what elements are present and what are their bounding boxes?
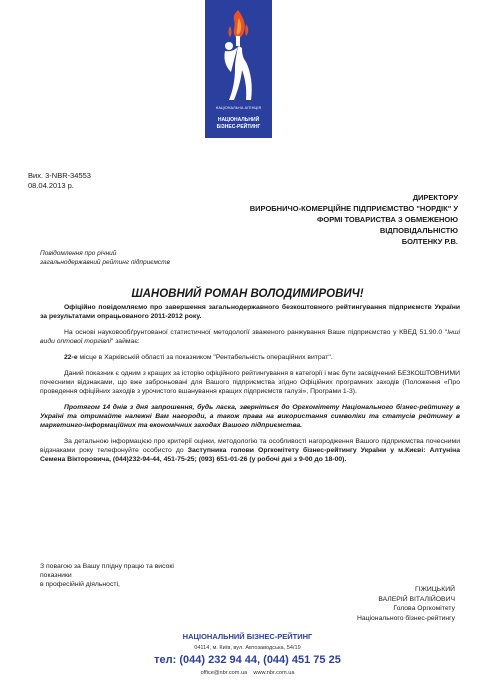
torch-handle bbox=[236, 36, 240, 46]
paragraph-contact bbox=[40, 437, 460, 464]
contact-person: Заступника голови Оргкомітету бізнес-рейтингу України у м.Києві: Алтуніна Семена Вікторовича, (044)232-94-44, 451-75-25; (093) 651-01-26 (у робочі дні з 9-00 до 18-00). bbox=[40, 447, 460, 463]
place-rank: 22-е bbox=[64, 354, 78, 361]
footer-organization: НАЦІОНАЛЬНИЙ БІЗНЕС-РЕЙТИНГ bbox=[182, 632, 313, 641]
reference-date: 08.04.2013 р. bbox=[28, 181, 74, 190]
paragraph-kved bbox=[40, 328, 460, 346]
closing-line2: в професійній діяльності, bbox=[40, 581, 120, 588]
recipient-line: ВІДПОВІДАЛЬНІСТЮ bbox=[379, 226, 458, 235]
footer-email-website: office@nbr.com.ua www.nbr.com.ua bbox=[200, 670, 295, 676]
reference-number: Вих. 3-NBR-34553 bbox=[28, 171, 91, 180]
recipient-line: ДИРЕКТОРУ bbox=[412, 193, 458, 202]
signer-surname: ГІЖИЦЬКИЙ bbox=[415, 586, 455, 593]
subject-note-line2: загальнодержавний рейтинг підприємств bbox=[40, 259, 170, 266]
kved-name: Інші види оптової торгівлі bbox=[40, 329, 460, 345]
paragraph-place bbox=[40, 353, 460, 362]
torch-figure-icon bbox=[213, 6, 264, 106]
paragraph-awards: Даний показник є одним з кращих за історію офіційного рейтингування в категорії і має бути засвідчений БЕЗКОШТОВНИМИ почесними відзнаками, що вже заброньовані для Вашого підприємства згідно Офіційних програмних заходів (Положення «Про проведення офіційних заходів з урочистого вшанування кращих підприємств галузі», Програми 1-3). bbox=[40, 370, 460, 395]
logo-tagline: НАЦІОНАЛЬНА АГЕНЦІЯ bbox=[215, 106, 262, 110]
reference-block bbox=[28, 171, 91, 191]
figure-shape bbox=[224, 42, 251, 100]
recipient-line: ВИРОБНИЧО-КОМЕРЦІЙНЕ ПІДПРИЄМСТВО "НОРДІК" У bbox=[249, 204, 458, 213]
recipient-line: БОЛТЕНКУ Р.В. bbox=[401, 237, 458, 246]
signer-name: ВАЛЕРІЙ ВІТАЛІЙОВИЧ bbox=[378, 595, 455, 603]
closing-line1: З повагою за Вашу плідну працю та високі показники bbox=[40, 563, 174, 579]
logo-text-line2: БІЗНЕС-РЕЙТИНГ bbox=[216, 124, 261, 130]
kved-text: На основі науковообґрунтованої статистичної методології зваженого ранжування Ваше підприємство у КВЕД 51.90.0 " bbox=[64, 329, 448, 336]
footer-phone: тел: (044) 232 94 44, (044) 451 75 25 bbox=[154, 654, 341, 666]
subject-note-line1: Повідомлення про річний bbox=[40, 250, 117, 257]
recipient-line: ФОРМІ ТОВАРИСТВА З ОБМЕЖЕНОЮ bbox=[316, 215, 458, 224]
recipient-block bbox=[228, 192, 458, 247]
closing-block bbox=[40, 562, 200, 589]
paragraph-invitation: Протягом 14 днів з дня запрошення, будь ласка, зверніться до Оргкомітету Національного бізнес-рейтингу в Україні та отримайте належні Вам нагороди, а також права на використання символіки та статусів рейтингу в маркетинго-інформаційних та економічних заходах Вашого підприємства. bbox=[40, 404, 460, 429]
signer-block bbox=[305, 585, 455, 623]
footer-address: 04114, м. Київ, вул. Автозаводська, 54/19 bbox=[194, 645, 301, 651]
logo-text-line1: НАЦІОНАЛЬНИЙ bbox=[217, 117, 260, 123]
place-description: місце в Харківській області за показником "Рентабельність операційних витрат". bbox=[77, 354, 333, 361]
signer-title2: Національного бізнес-рейтингу bbox=[356, 614, 455, 622]
paragraph-announcement: Офіційно повідомляємо про завершення загальнодержавного безкоштовного рейтингування підприємств України за результатами опрацьованого 2011-2012 року. bbox=[40, 304, 460, 320]
kved-tail: " займає: bbox=[110, 338, 140, 345]
subject-note bbox=[40, 249, 200, 267]
logo-panel bbox=[205, 0, 272, 138]
letter-body bbox=[40, 303, 460, 471]
greeting: ШАНОВНИЙ РОМАН ВОЛОДИМИРОВИЧ! bbox=[131, 288, 364, 300]
flame-icon bbox=[229, 10, 249, 38]
signer-title1: Голова Оргкомітету bbox=[393, 605, 455, 612]
contact-text: За детальною інформацією про критерії оцінки, методологію та особливості нагородження Вашого підприємства почесними відзнаками року телефонуйте особисто до bbox=[40, 438, 460, 454]
